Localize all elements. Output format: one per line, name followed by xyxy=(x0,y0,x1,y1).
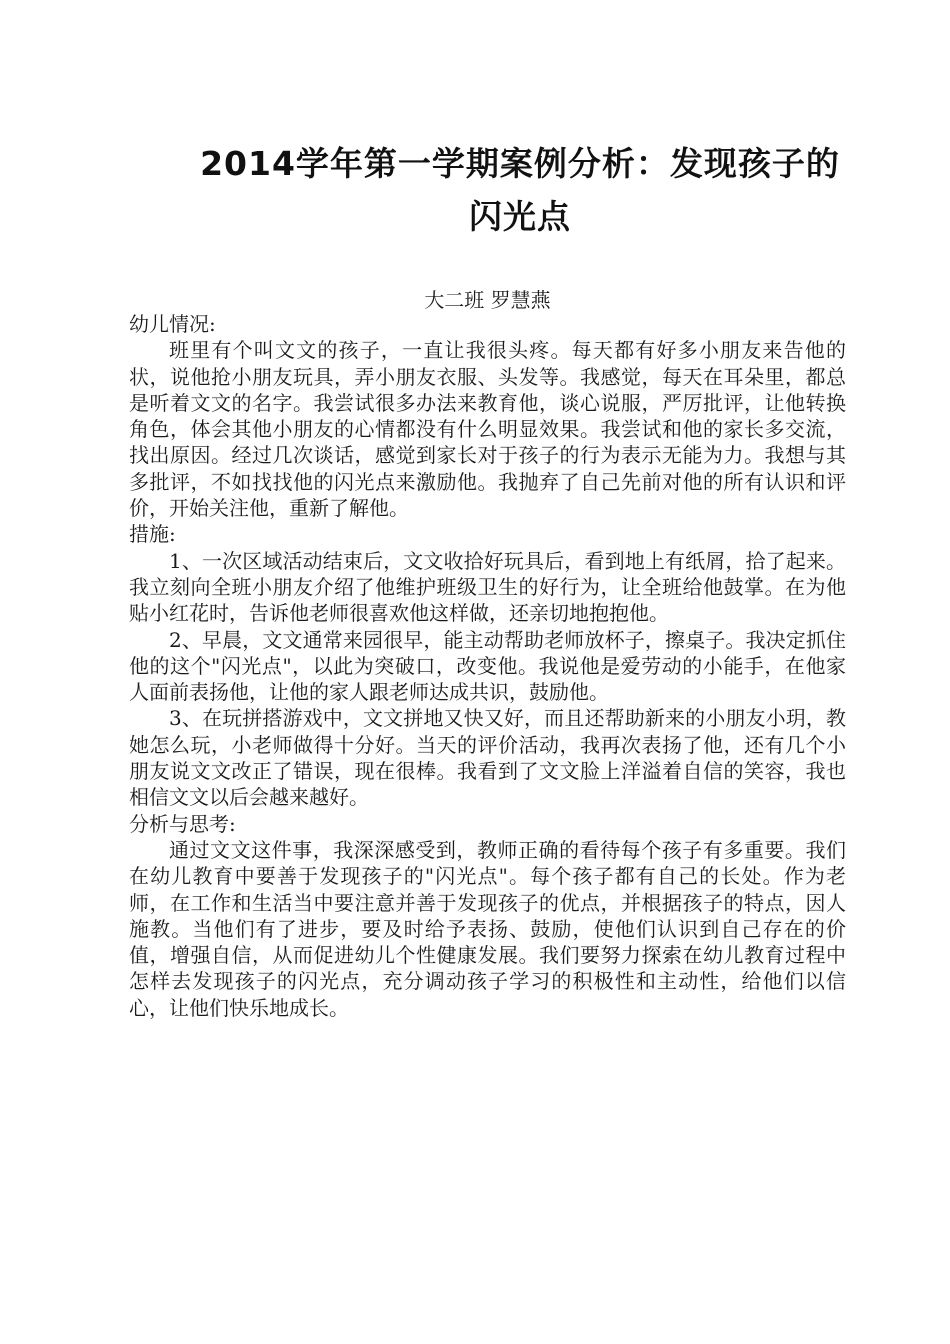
document-title-line2: 闪光点 xyxy=(469,197,571,236)
paragraph-measure-1: 1、一次区域活动结束后，文文收拾好玩具后，看到地上有纸屑，拾了起来。我立刻向全班小朋友介绍了他维护班级卫生的好行为，让全班给他鼓掌。在为他贴小红花时，告诉他老师很喜欢他这样做，还亲切地抱抱他。 xyxy=(129,548,846,626)
paragraph-measure-2: 2、早晨，文文通常来园很早，能主动帮助老师放杯子，擦桌子。我决定抓住他的这个"闪光点"，以此为突破口，改变他。我说他是爱劳动的小能手，在他家人面前表扬他，让他的家人跟老师达成共识，鼓励他。 xyxy=(129,627,846,705)
author-line: 大二班 罗慧燕 xyxy=(424,288,551,312)
document-body xyxy=(129,311,846,1021)
paragraph-measure-3: 3、在玩拼搭游戏中，文文拼地又快又好，而且还帮助新来的小朋友小玥，教她怎么玩，小老师做得十分好。当天的评价活动，我再次表扬了他，还有几个小朋友说文文改正了错误，现在很棒。我看到了文文脸上洋溢着自信的笑容，我也相信文文以后会越来越好。 xyxy=(129,706,846,810)
document-title-line1: 2014学年第一学期案例分析：发现孩子的 xyxy=(200,144,840,183)
section-heading-measures: 措施: xyxy=(129,522,176,547)
section-heading-analysis: 分析与思考: xyxy=(129,811,236,836)
paragraph-analysis: 通过文文这件事，我深深感受到，教师正确的看待每个孩子有多重要。我们在幼儿教育中要善于发现孩子的"闪光点"。每个孩子都有自己的长处。作为老师，在工作和生活当中要注意并善于发现孩子的优点，并根据孩子的特点，因人施教。当他们有了进步，要及时给予表扬、鼓励，使他们认识到自己存在的价值，增强自信，从而促进幼儿个性健康发展。我们要努力探索在幼儿教育过程中怎样去发现孩子的闪光点，充分调动孩子学习的积极性和主动性，给他们以信心，让他们快乐地成长。 xyxy=(129,837,846,1020)
section-heading-situation: 幼儿情况: xyxy=(129,312,216,336)
paragraph-situation: 班里有个叫文文的孩子，一直让我很头疼。每天都有好多小朋友来告他的状，说他抢小朋友玩具，弄小朋友衣服、头发等。我感觉，每天在耳朵里，都总是听着文文的名字。我尝试很多办法来教育他，谈心说服，严厉批评，让他转换角色，体会其他小朋友的心情都没有什么明显效果。我尝试和他的家长多交流，找出原因。经过几次谈话，感觉到家长对于孩子的行为表示无能为力。我想与其多批评，不如找找他的闪光点来激励他。我抛弃了自己先前对他的所有认识和评价，开始关注他，重新了解他。 xyxy=(129,338,846,521)
